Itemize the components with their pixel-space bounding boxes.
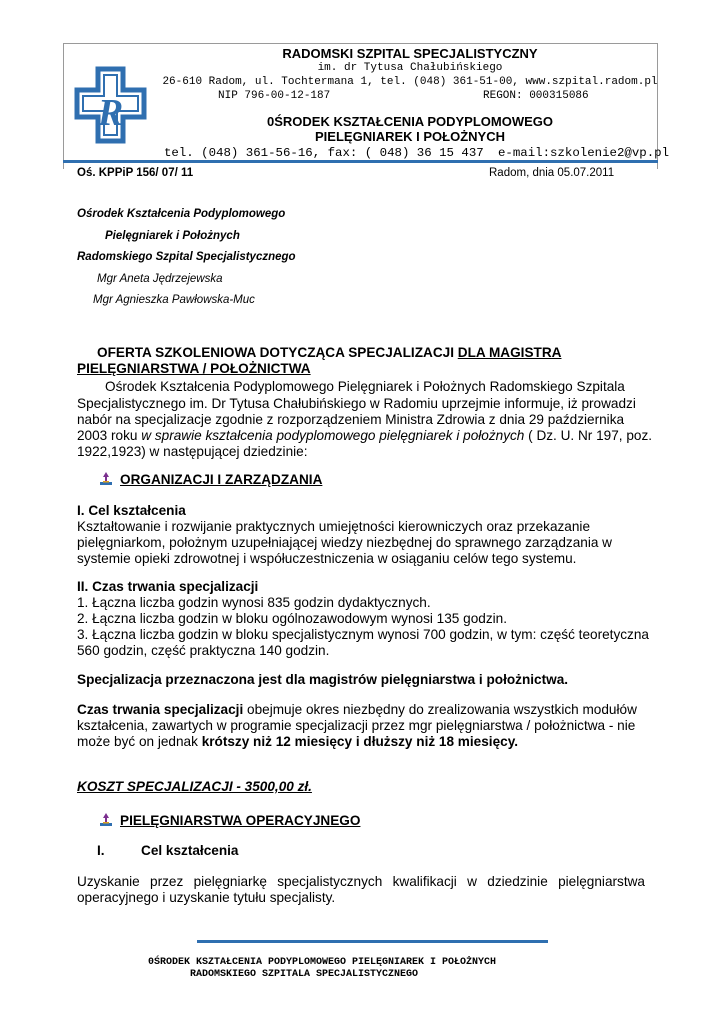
center-phone-fax: tel. (048) 361-56-16, fax: ( 048) 36 15 437: [164, 146, 484, 160]
section-heading-operacyjnego: PIELĘGNIARSTWA OPERACYJNEGO: [120, 813, 361, 828]
place-date: Radom, dnia 05.07.2011: [489, 167, 615, 179]
time-line3: może być on jednak krótszy niż 12 miesięcy i dłuższy niż 18 miesięcy.: [77, 734, 519, 749]
duration-line2: 2. Łączna liczba godzin w bloku ogólnozawodowym wynosi 135 godzin.: [77, 611, 507, 626]
intro-line5: 1922,1923) w następującej dziedzinie:: [77, 444, 308, 459]
reference-number: Oś. KPPiP 156/ 07/ 11: [77, 167, 194, 179]
footer-rule: [197, 940, 548, 943]
goal-heading-1: I. Cel kształcenia: [77, 503, 186, 518]
sender-line3: Radomskiego Szpital Specjalistycznego: [77, 251, 296, 263]
time-line1: Czas trwania specjalizacji obejmuje okres niezbędny do zrealizowania wszystkich modułów: [77, 702, 637, 717]
goal2-number: I.: [97, 843, 105, 858]
footer-line1: 0ŚRODEK KSZTAŁCENIA PODYPLOMOWEGO PIELĘGNIAREK I POŁOŻNYCH: [148, 957, 497, 968]
hospital-logo: [73, 65, 148, 145]
goal1-line1: Kształtowanie i rozwijanie praktycznych umiejętności kierowniczych oraz przekazanie: [77, 519, 591, 534]
hospital-name: RADOMSKI SZPITAL SPECJALISTYCZNY: [282, 46, 538, 61]
target-audience: Specjalizacja przeznaczona jest dla magistrów pielęgniarstwa i położnictwa.: [77, 672, 569, 687]
intro-line2: Specjalistycznego im. Dr Tytusa Chałubińskiego w Radomiu uprzejmie informuje, iż prowadzi: [77, 396, 636, 411]
center-name-line1: 0ŚRODEK KSZTAŁCENIA PODYPLOMOWEGO: [266, 114, 553, 129]
duration-heading: II. Czas trwania specjalizacji: [77, 579, 259, 594]
letterhead-rule: [63, 160, 658, 163]
sender-person2: Mgr Agnieszka Pawłowska-Muc: [93, 294, 255, 306]
time-line2: kształcenia, zawartych w programie specjalizacji przez mgr pielęgniarstwa / położnictwa - nie: [77, 718, 636, 733]
hospital-address: 26-610 Radom, ul. Tochtermana 1, tel. (048) 361-51-00, www.szpital.radom.pl: [162, 76, 658, 88]
cost-line: KOSZT SPECJALIZACJI - 3500,00 zł.: [77, 779, 312, 794]
intro-line3: nabór na specjalizacje zgodnie z rozporządzeniem Ministra Zdrowia z dnia 29 października: [77, 412, 625, 427]
bullet-arrow-icon: [99, 472, 113, 486]
offer-title-line2: PIELĘGNIARSTWA / POŁOŻNICTWA: [77, 361, 311, 376]
intro-line4: 2003 roku w sprawie kształcenia podyplomowego pielęgniarek i położnych ( Dz. U. Nr 197, poz.: [77, 428, 653, 443]
sender-person1: Mgr Aneta Jędrzejewska: [97, 273, 223, 285]
duration-line4: 560 godzin, część praktyczna 140 godzin.: [77, 643, 330, 658]
intro-line1: Ośrodek Kształcenia Podyplomowego Pielęgniarek i Położnych Radomskiego Szpitala: [105, 379, 625, 394]
center-name-line2: PIELĘGNIAREK I POŁOŻNYCH: [315, 129, 505, 144]
duration-line3: 3. Łączna liczba godzin w bloku specjalistycznym wynosi 700 godzin, w tym: część teoretyczna: [77, 627, 649, 642]
goal2-line2: operacyjnego i uzyskanie tytułu specjalisty.: [77, 890, 336, 905]
section-heading-organizacji: ORGANIZACJI I ZARZĄDZANIA: [120, 472, 323, 487]
logo-letter: R: [97, 92, 124, 134]
bullet-arrow-icon: [99, 813, 113, 827]
goal2-line1: Uzyskanie przez pielęgniarkę specjalistycznych kwalifikacji w dziedzinie pielęgniarstwa: [77, 874, 645, 889]
regon: REGON: 000315086: [483, 90, 589, 102]
goal1-line3: systemie opieki zdrowotnej i współuczestniczenia w osiąganiu celów tego systemu.: [77, 551, 577, 566]
goal1-line2: pielęgniarkom, położnym uzupełniającej wiedzy niezbędnej do sprawnego zarządzania w: [77, 535, 613, 550]
sender-line1: Ośrodek Kształcenia Podyplomowego: [77, 208, 286, 220]
hospital-patron: im. dr Tytusa Chałubińskiego: [317, 62, 503, 74]
goal-heading-2: Cel kształcenia: [141, 843, 239, 858]
center-email: e-mail:szkolenie2@vp.pl: [498, 146, 670, 160]
offer-title: OFERTA SZKOLENIOWA DOTYCZĄCA SPECJALIZACJI DLA MAGISTRA: [97, 345, 562, 360]
nip: NIP 796-00-12-187: [218, 90, 331, 102]
duration-line1: 1. Łączna liczba godzin wynosi 835 godzin dydaktycznych.: [77, 595, 431, 610]
footer-line2: RADOMSKIEGO SZPITALA SPECJALISTYCZNEGO: [190, 969, 419, 980]
sender-line2: Pielęgniarek i Położnych: [105, 230, 240, 242]
